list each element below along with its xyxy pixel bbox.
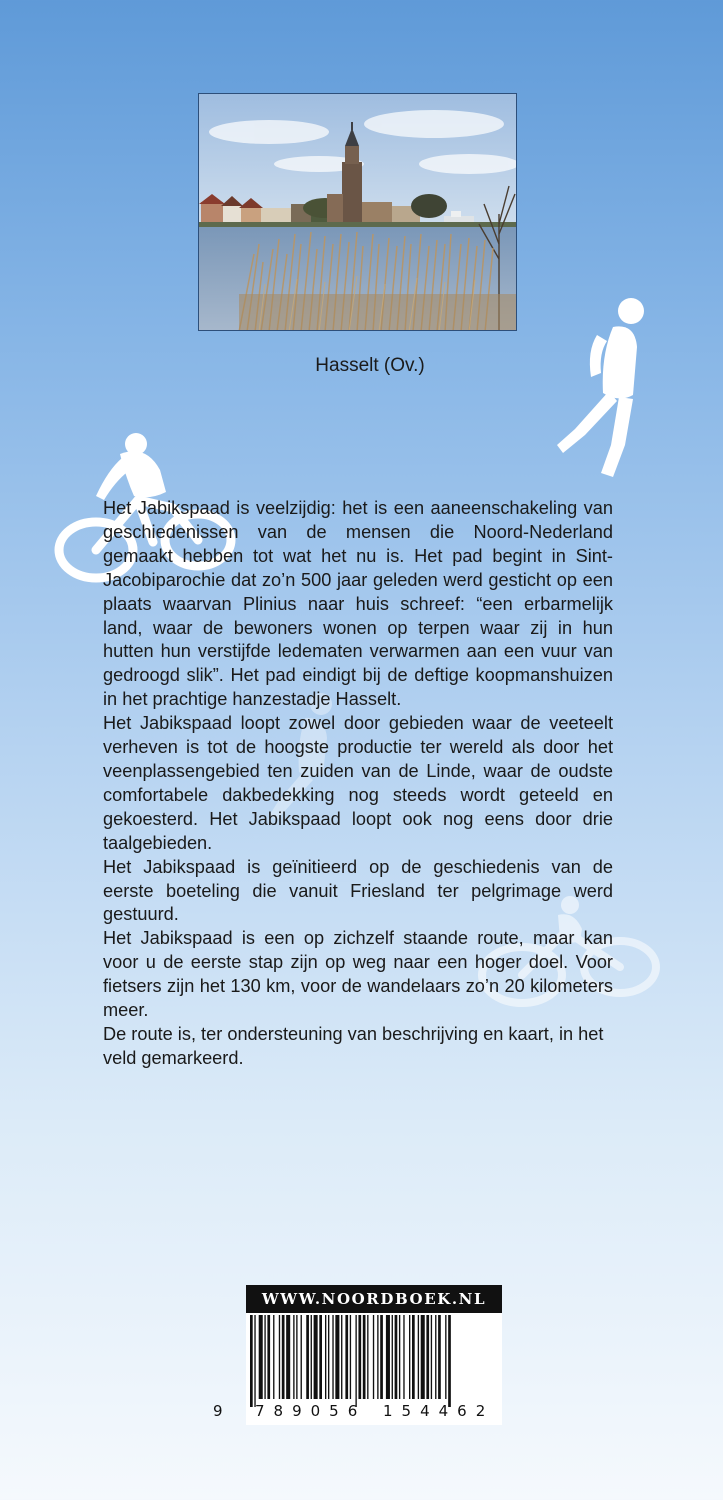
- barcode-bars: [246, 1315, 502, 1407]
- paragraph: Het Jabikspaad is veelzijdig: het is een aaneenschakeling van geschiedenissen van de mensen die Noord-Nederland gemaakt hebben tot wat het nu is. Het pad begint in Sint-Jacobiparochie dat zo’n 500 jaar geleden werd gesticht op een plaats waarvan Plinius naar huis schreef: “een erbarmelijk land, waar de bewoners wonen op terpen waar zij in hun hutten hun verstijfde ledematen verwarmen aan een vuur van gedroogd slik”. Het pad eindigt bij de deftige koopmanshuizen in het prachtige hanzestadje Hasselt.: [103, 498, 613, 710]
- paragraph: Het Jabikspaad loopt zowel door gebieden waar de veeteelt verheven is tot de hoogste productie ter wereld als door het veenplassengebied ten zuiden van de Linde, waar de oudste comfortabele dakbedekking nog steeds wordt geteeld en gekoesterd. Het Jabikspaad loopt ook nog eens door drie taalgebieden.: [103, 713, 613, 853]
- barcode-digits-right: 154462: [383, 1402, 495, 1420]
- hasselt-photo: [198, 93, 517, 331]
- paragraph: Het Jabikspaad is geïnitieerd op de geschiedenis van de eerste boeteling die vanuit Friesland ter pelgrimage werd gestuurd.: [103, 856, 613, 925]
- photo-caption: Hasselt (Ov.): [315, 355, 425, 376]
- paragraph: Het Jabikspaad is een op zichzelf staande route, maar kan voor u de eerste stap zijn op weg naar een hoger doel. Voor fietsers zijn het 130 km, voor de wandelaars zo’n 20 kilometers meer.: [103, 928, 613, 1021]
- barcode-digit-prefix: 9: [213, 1402, 223, 1420]
- paragraph: De route is, ter ondersteuning van beschrijving en kaart, in het veld gemarkeerd.: [103, 1023, 604, 1068]
- barcode-digits-left: 789056: [255, 1402, 367, 1420]
- body-text: [103, 497, 613, 1071]
- publisher-url: WWW.NOORDBOEK.NL: [246, 1285, 502, 1313]
- walker-silhouette-icon: [553, 295, 653, 480]
